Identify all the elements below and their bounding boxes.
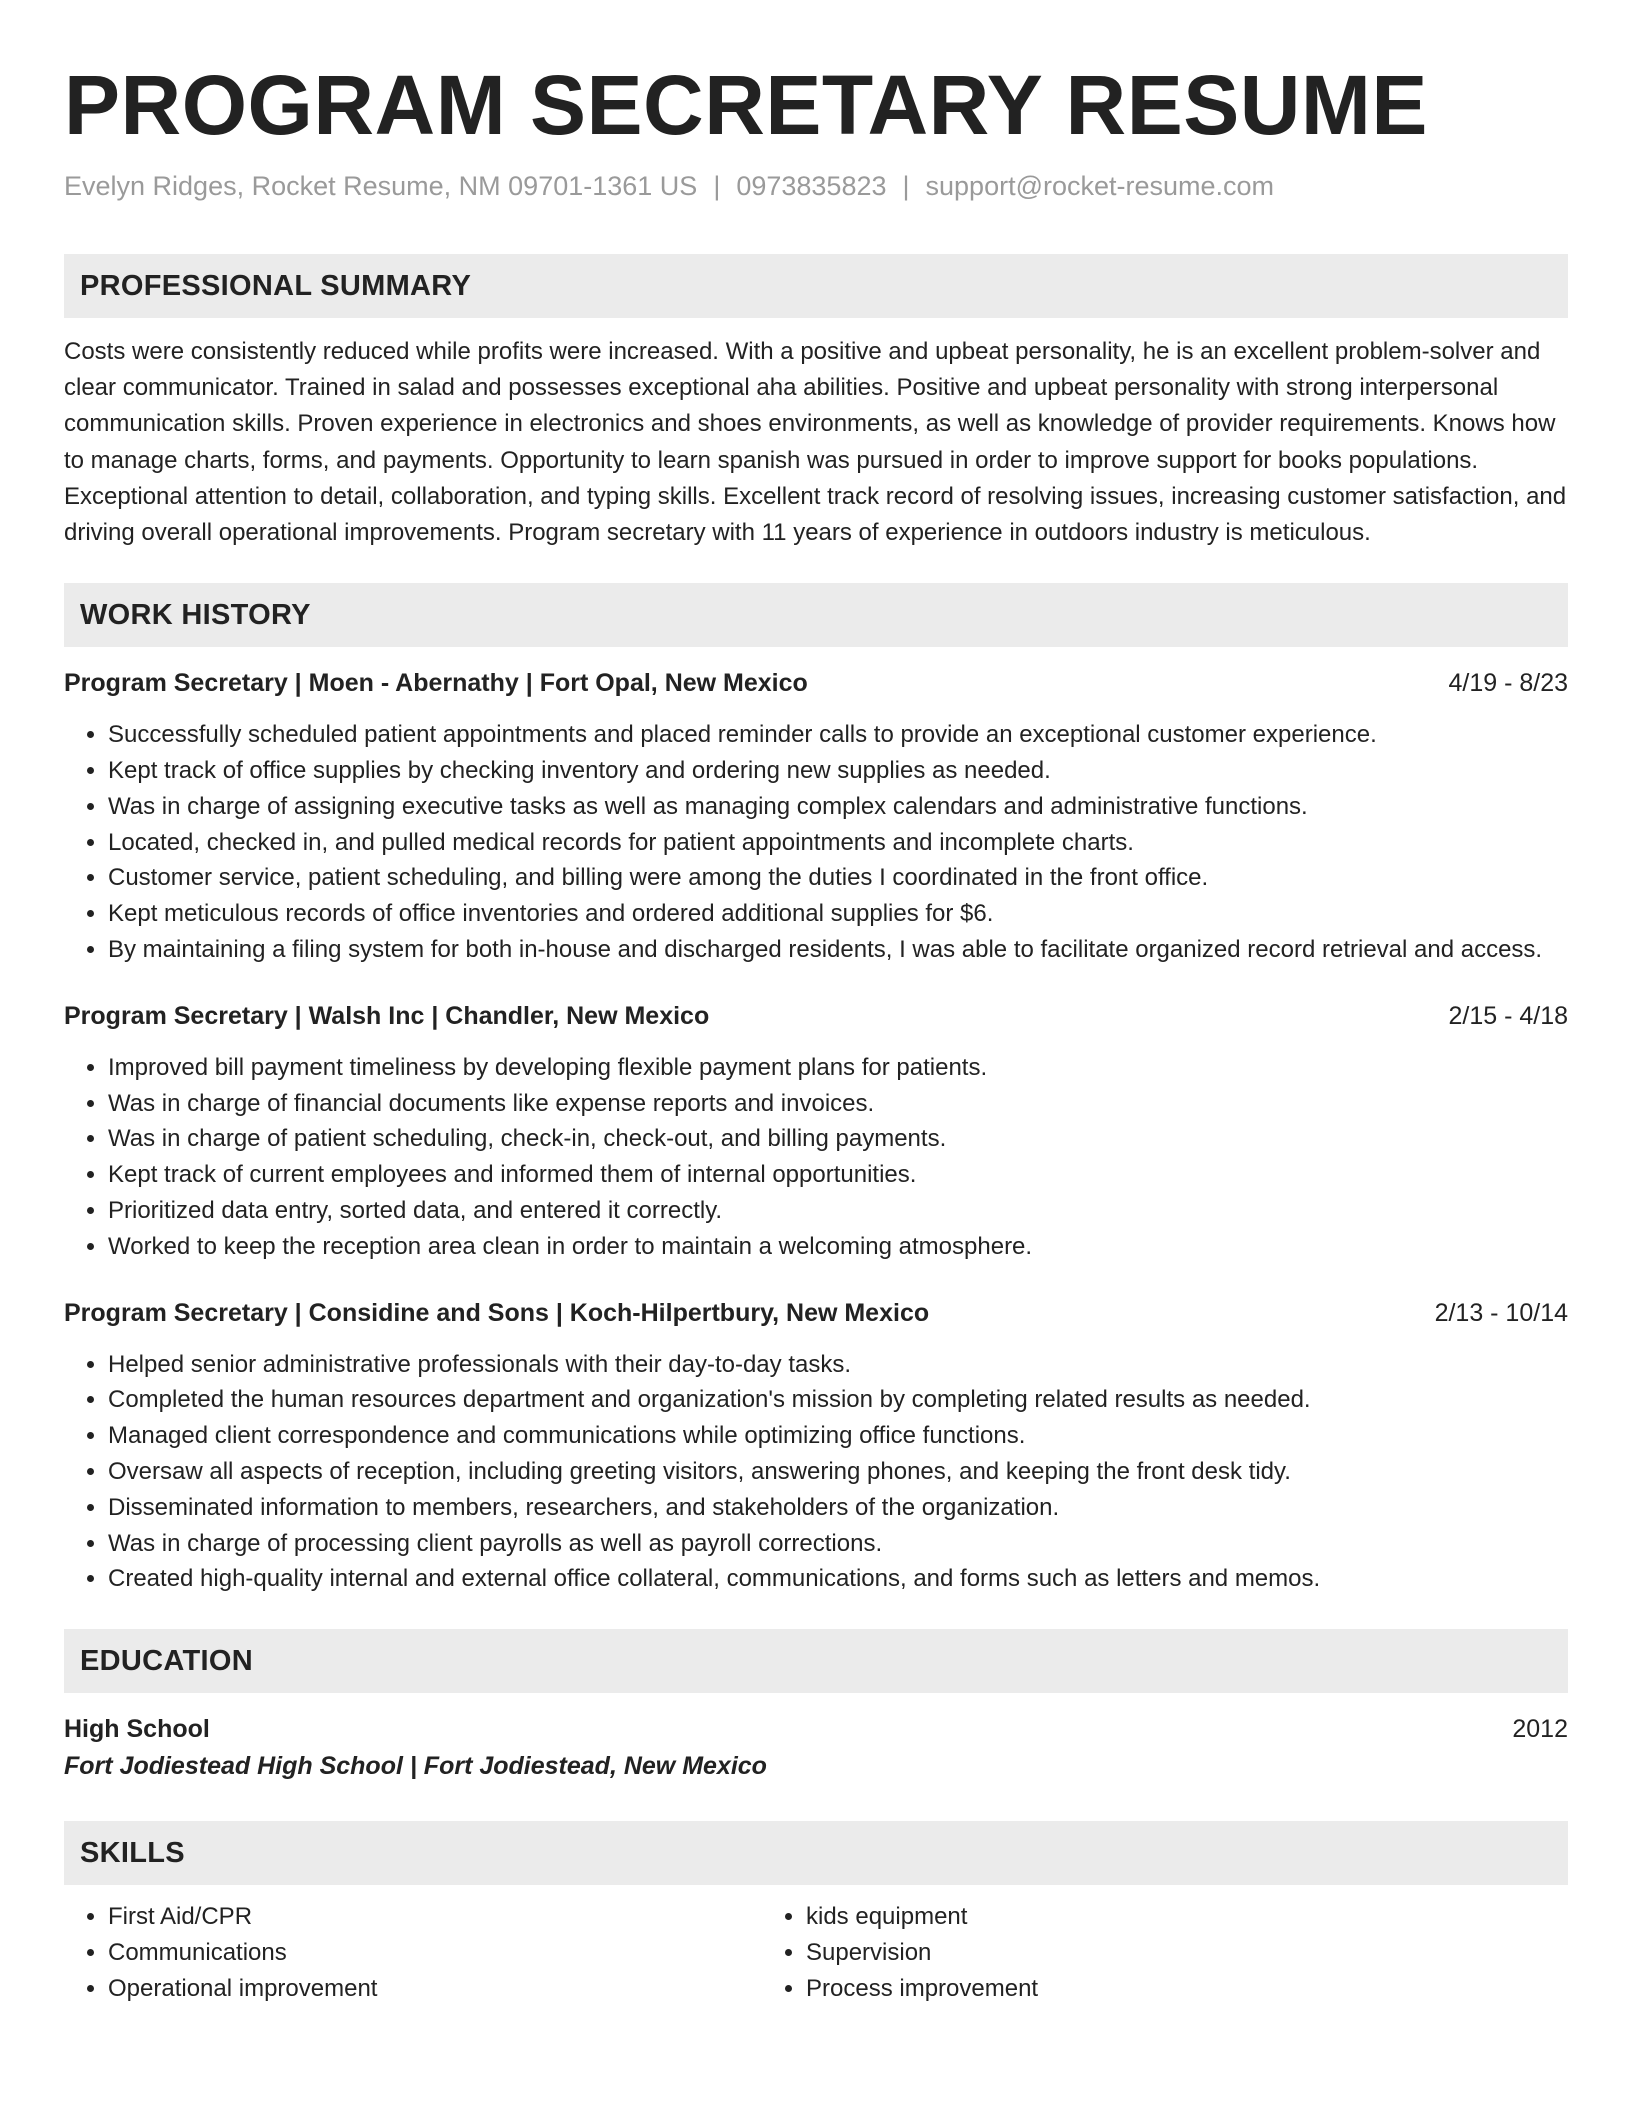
skills-list-right [762,1899,1460,2006]
job-title: Program Secretary | Moen - Abernathy | Fort Opal, New Mexico [64,669,808,698]
job-bullet: • Customer service, patient scheduling, and billing were among the duties I coordinated in the front office. [108,860,1568,896]
contact-separator: | [902,171,910,201]
job-bullet: • Improved bill payment timeliness by developing flexible payment plans for patients. [108,1050,1568,1086]
job-dates: 4/19 - 8/23 [1448,669,1568,698]
skills-list-left [64,1899,762,2006]
job-bullet: • Worked to keep the reception area clean in order to maintain a welcoming atmosphere. [108,1229,1568,1265]
contact-phone: 0973835823 [736,171,887,201]
job-bullet: • Disseminated information to members, researchers, and stakeholders of the organization. [108,1490,1568,1526]
job-dates: 2/15 - 4/18 [1448,1001,1568,1030]
job-entry [64,998,1568,1265]
job-entry [64,1295,1568,1598]
job-bullet: • Oversaw all aspects of reception, including greeting visitors, answering phones, and keeping the front desk tidy. [108,1454,1568,1490]
job-bullets [64,717,1568,968]
skill-item: • First Aid/CPR [108,1899,762,1935]
job-bullet: • Was in charge of assigning executive tasks as well as managing complex calendars and administrative functions. [108,789,1568,825]
job-bullet: • Prioritized data entry, sorted data, and entered it correctly. [108,1193,1568,1229]
job-header [64,998,1568,1034]
job-bullets [64,1347,1568,1598]
job-bullet: • Helped senior administrative professionals with their day-to-day tasks. [108,1347,1568,1383]
education-degree: High School [64,1715,210,1744]
section-heading-summary: PROFESSIONAL SUMMARY [64,254,1568,318]
job-bullet: • Was in charge of financial documents like expense reports and invoices. [108,1086,1568,1122]
job-bullet: • Was in charge of processing client payrolls as well as payroll corrections. [108,1526,1568,1562]
job-dates: 2/13 - 10/14 [1434,1298,1568,1327]
skill-item: • Communications [108,1935,762,1971]
section-heading-skills: SKILLS [64,1821,1568,1885]
section-heading-work-history: WORK HISTORY [64,583,1568,647]
job-title: Program Secretary | Considine and Sons | Koch-Hilpertbury, New Mexico [64,1298,930,1327]
job-bullet: • Completed the human resources department and organization's mission by completing related results as needed. [108,1382,1568,1418]
section-heading-education: EDUCATION [64,1629,1568,1693]
skill-item: • kids equipment [806,1899,1460,1935]
summary-text: Costs were consistently reduced while profits were increased. With a positive and upbeat personality, he is an excellent problem-solver and clear communicator. Trained in salad and possesses exceptional aha abilities. Positive and upbeat personality with strong interpersonal communication skills. Proven experience in electronics and shoes environments, as well as knowledge of provider requirements. Knows how to manage charts, forms, and payments. Opportunity to learn spanish was pursued in order to improve support for books populations. Exceptional attention to detail, collaboration, and typing skills. Excellent track record of resolving issues, increasing customer satisfaction, and driving overall operational improvements. Program secretary with 11 years of experience in outdoors industry is meticulous. [64,338,1567,547]
job-bullet: • Kept meticulous records of office inventories and ordered additional supplies for $6. [108,896,1568,932]
resume-page [64,0,1568,2007]
contact-address: Evelyn Ridges, Rocket Resume, NM 09701-1361 US [64,171,698,201]
job-bullet: • Successfully scheduled patient appointments and placed reminder calls to provide an exceptional customer experience. [108,717,1568,753]
job-bullet: • Kept track of current employees and informed them of internal opportunities. [108,1157,1568,1193]
education-school: Fort Jodiestead High School | Fort Jodiestead, New Mexico [64,1752,767,1781]
contact-separator: | [713,171,721,201]
job-bullet: • Was in charge of patient scheduling, check-in, check-out, and billing payments. [108,1121,1568,1157]
job-bullet: • By maintaining a filing system for both in-house and discharged residents, I was able to facilitate organized record retrieval and access. [108,932,1568,968]
skill-item: • Supervision [806,1935,1460,1971]
job-bullet: • Managed client correspondence and communications while optimizing office functions. [108,1418,1568,1454]
job-bullet: • Created high-quality internal and external office collateral, communications, and forms such as letters and memos. [108,1561,1568,1597]
contact-line [64,168,1568,204]
skills-columns [64,1899,1568,2006]
education-header [64,1711,1568,1747]
resume-title: PROGRAM SECRETARY RESUME [64,58,1428,152]
skill-item: • Operational improvement [108,1971,762,2007]
job-header [64,1295,1568,1331]
job-header [64,665,1568,701]
skill-item: • Process improvement [806,1971,1460,2007]
job-bullet: • Kept track of office supplies by checking inventory and ordering new supplies as needed. [108,753,1568,789]
job-bullet: • Located, checked in, and pulled medical records for patient appointments and incomplete charts. [108,825,1568,861]
education-year: 2012 [1512,1715,1568,1744]
job-title: Program Secretary | Walsh Inc | Chandler, New Mexico [64,1001,710,1030]
contact-email: support@rocket-resume.com [925,171,1275,201]
job-bullets [64,1050,1568,1265]
job-entry [64,665,1568,968]
